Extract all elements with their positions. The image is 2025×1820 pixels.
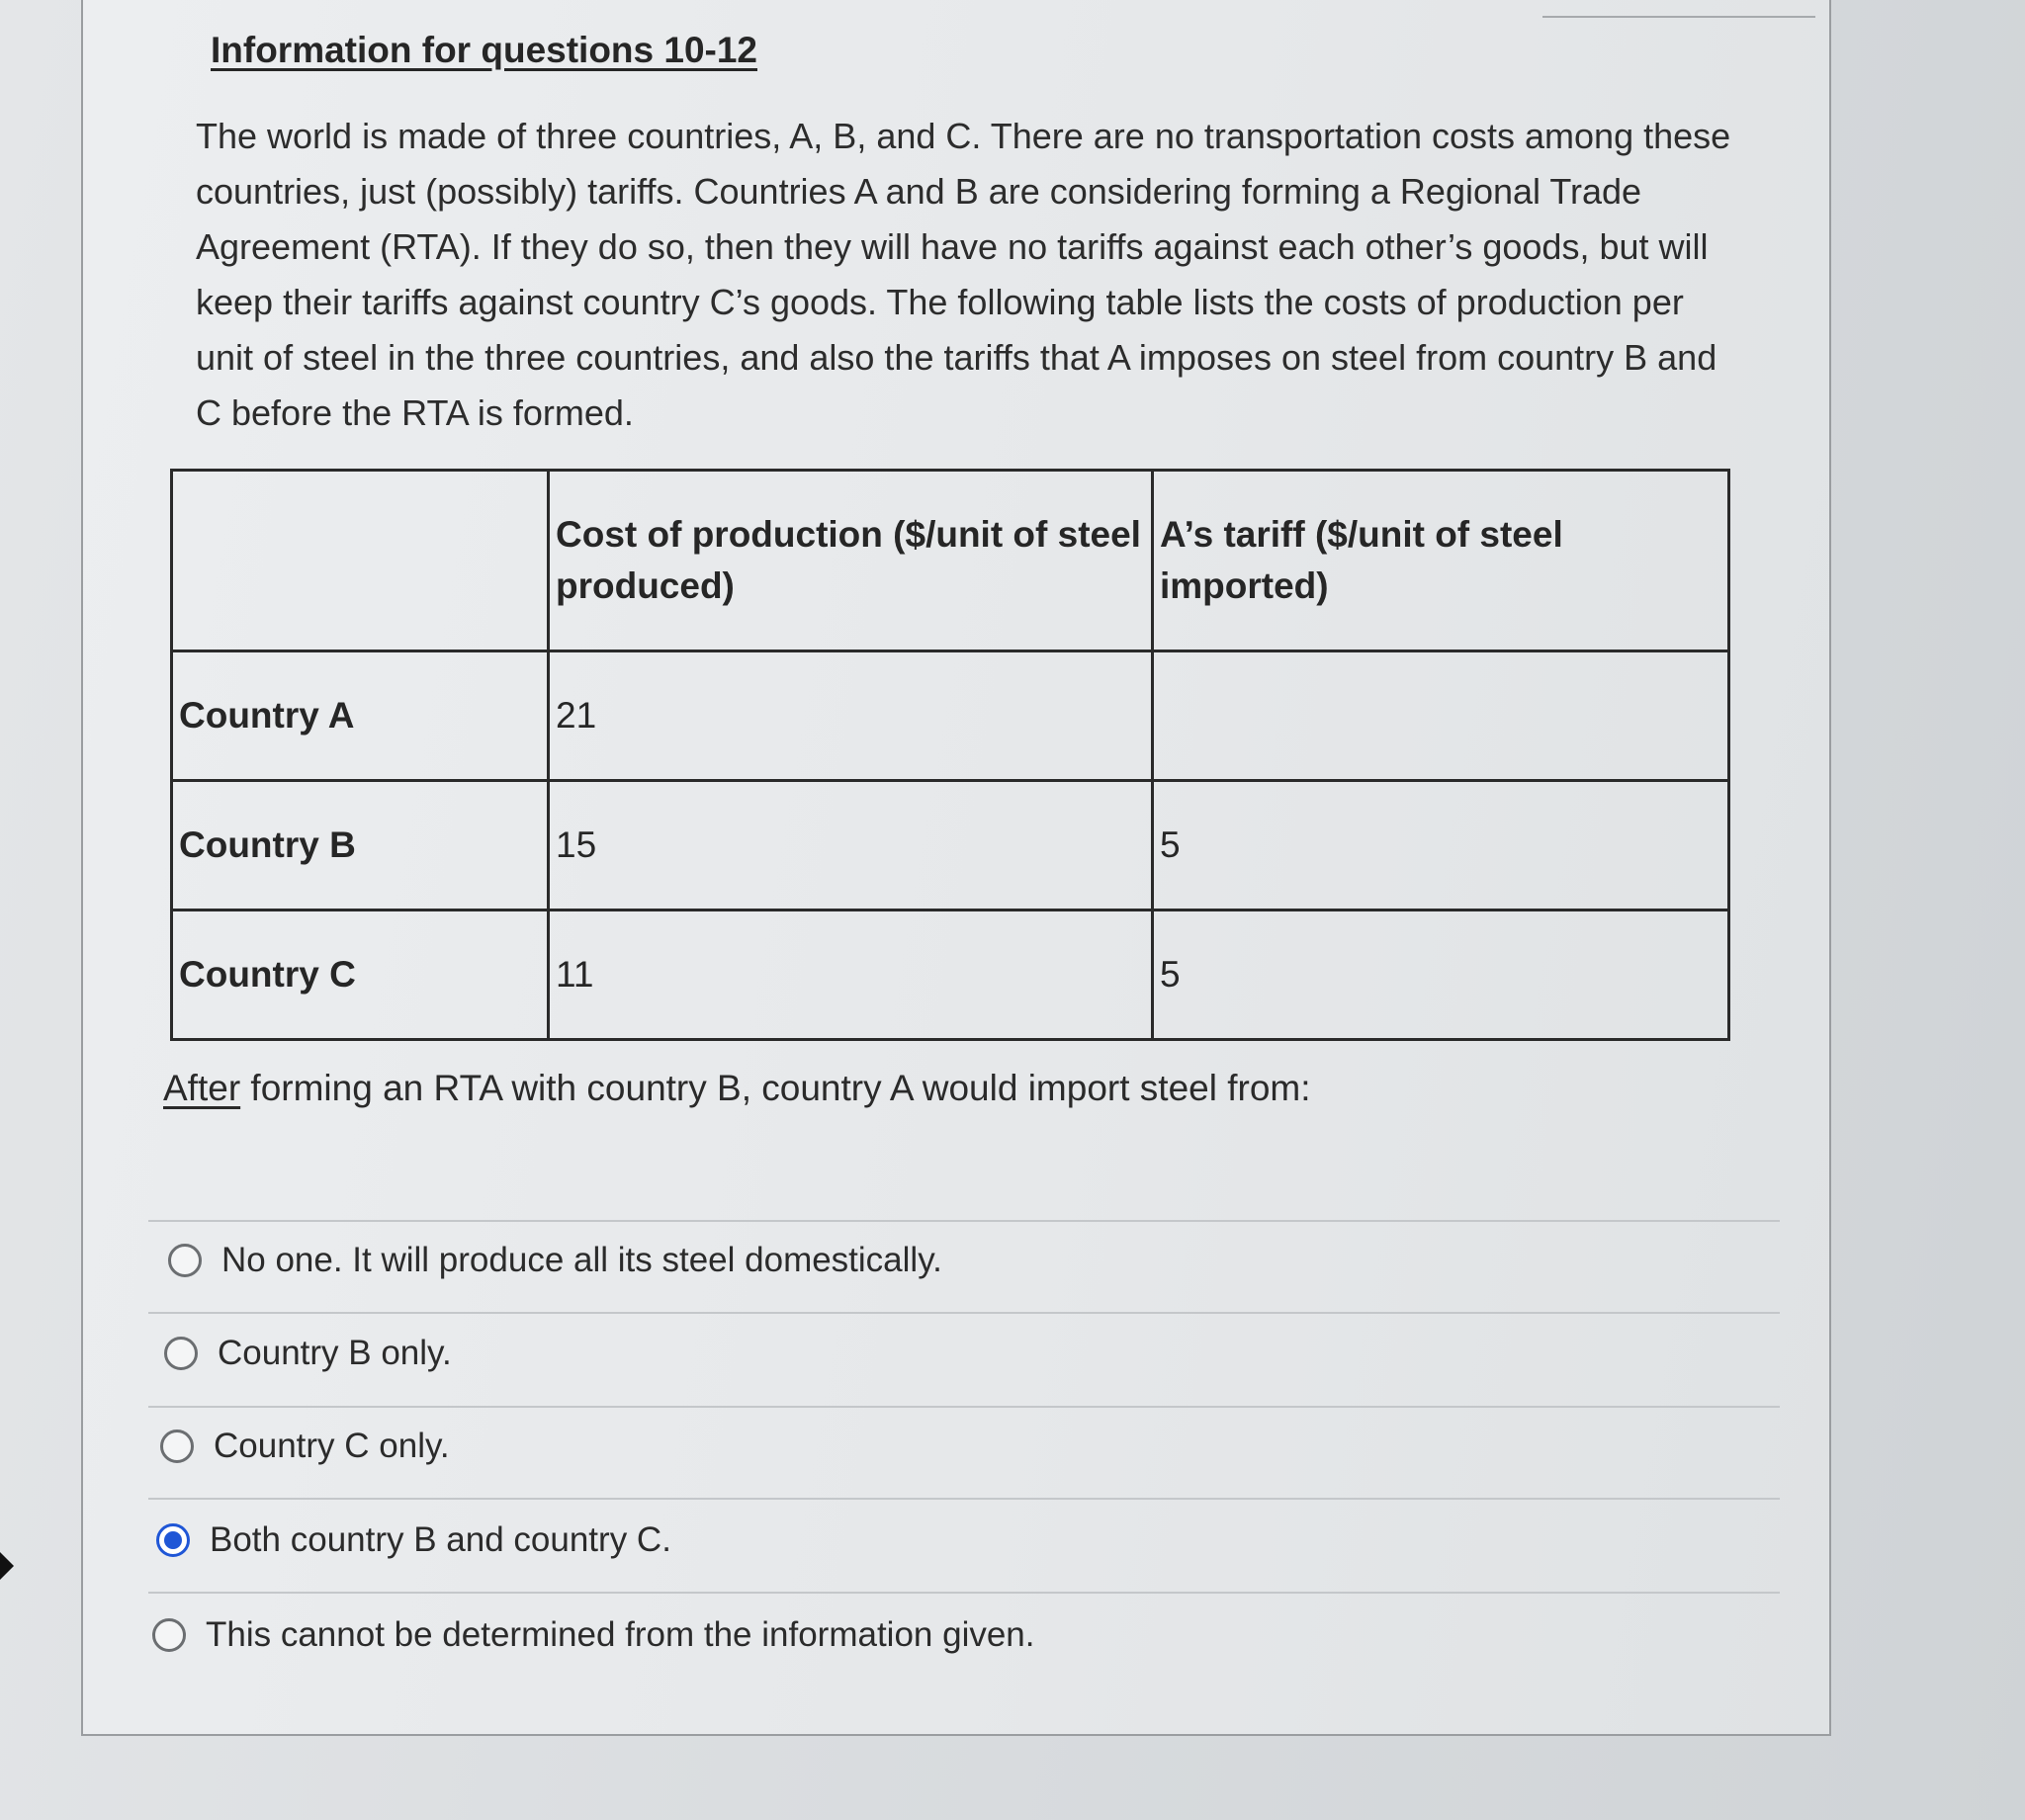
choice-divider	[148, 1592, 1780, 1594]
question-text: forming an RTA with country B, country A would import steel from:	[240, 1068, 1311, 1108]
table-cell-country: Country A	[172, 651, 549, 781]
table-cell-cost: 15	[549, 781, 1153, 910]
table-header-blank	[172, 471, 549, 651]
answer-option-4[interactable]	[156, 1520, 671, 1560]
answer-option-1[interactable]	[168, 1241, 942, 1280]
answer-option-label: Country B only.	[218, 1334, 452, 1372]
table-row	[172, 781, 1729, 910]
table-header-cost: Cost of production ($/unit of steel produced)	[549, 471, 1153, 651]
table-cell-tariff: 5	[1153, 910, 1729, 1040]
choice-divider	[148, 1312, 1780, 1314]
answer-option-label: No one. It will produce all its steel domestically.	[221, 1241, 942, 1279]
answer-option-2[interactable]	[164, 1334, 452, 1373]
table-row	[172, 910, 1729, 1040]
answer-option-label: This cannot be determined from the information given.	[206, 1615, 1035, 1654]
table-header-tariff: A’s tariff ($/unit of steel imported)	[1153, 471, 1729, 651]
table-cell-tariff: 5	[1153, 781, 1729, 910]
intro-paragraph: The world is made of three countries, A, B, and C. There are no transportation costs among these countries, just (possibly) tariffs. Countries A and B are considering forming a Regional Trade Agreement (RTA). If they do so, then they will have no tariffs against each other’s goods, but will keep their tariffs against country C’s goods. The following table lists the costs of production per unit of steel in the three countries, and also the tariffs that A imposes on steel from country B and C before the RTA is formed.	[196, 116, 1731, 433]
answer-option-3[interactable]	[160, 1427, 450, 1466]
choice-divider	[148, 1498, 1780, 1500]
radio-button-icon[interactable]	[152, 1618, 186, 1652]
table-cell-tariff	[1153, 651, 1729, 781]
answer-option-label: Country C only.	[214, 1427, 450, 1465]
radio-button-selected-icon[interactable]	[156, 1523, 190, 1557]
table-cell-cost: 11	[549, 910, 1153, 1040]
radio-button-icon[interactable]	[164, 1337, 198, 1370]
radio-button-icon[interactable]	[168, 1244, 202, 1277]
table-header-row	[172, 471, 1729, 651]
choice-divider	[148, 1406, 1780, 1408]
question-emphasis: After	[163, 1068, 241, 1108]
choice-divider	[148, 1220, 1780, 1222]
steel-cost-table	[170, 469, 1730, 1041]
answer-option-5[interactable]	[152, 1615, 1035, 1655]
answer-option-label: Both country B and country C.	[210, 1520, 671, 1559]
radio-button-icon[interactable]	[160, 1430, 194, 1463]
table-cell-country: Country B	[172, 781, 549, 910]
table-cell-cost: 21	[549, 651, 1153, 781]
top-divider	[1542, 16, 1815, 18]
info-heading: Information for questions 10-12	[211, 30, 758, 70]
mouse-cursor-icon	[0, 1552, 14, 1580]
table-row	[172, 651, 1729, 781]
table-cell-country: Country C	[172, 910, 549, 1040]
question-prompt	[163, 1068, 1311, 1109]
